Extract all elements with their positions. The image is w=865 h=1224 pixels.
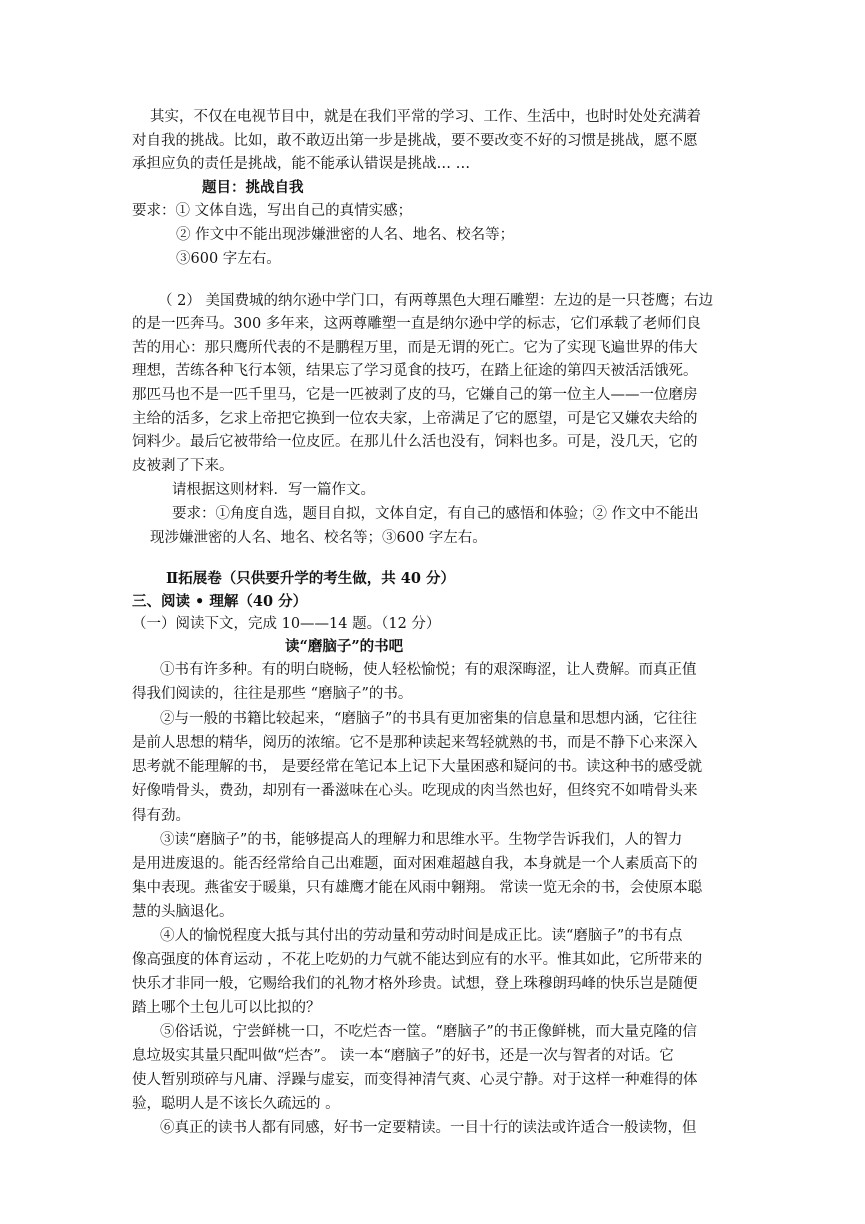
topic-title: 题目：挑战自我 [202, 179, 304, 196]
article-line: ②与一般的书籍比较起来，“磨脑子”的书具有更加密集的信息量和思想内涵，它往往 [160, 711, 697, 727]
intro-line: 其实，不仅在电视节目中，就是在我们平常的学习、工作、生活中，也时时处处充满着 [150, 109, 701, 125]
intro-line: 承担应负的责任是挑战，能不能承认错误是挑战… … [132, 156, 471, 172]
article-line: ⑤俗话说，宁尝鲜桃一口，不吃烂杏一筐。“磨脑子”的书正像鲜桃，而大量克隆的信 [160, 1024, 697, 1040]
article-line: 息垃圾实其量只配叫做“烂杏”。 读一本“磨脑子”的好书，还是一次与智者的对话。它 [132, 1048, 674, 1064]
requirement-line: ③600 字左右。 [176, 251, 281, 267]
article-line: 是用进废退的。能否经常给自己出难题，面对困难超越自我，本身就是一个人素质高下的 [132, 856, 698, 872]
requirement-line: 要求：①角度自选，题目自拟，文体自定，有自己的感悟和体验；② 作文中不能出 [172, 506, 699, 522]
article-line: 好像啃骨头，费劲，却别有一番滋味在心头。吃现成的肉当然也好，但终究不如啃骨头来 [132, 783, 698, 799]
article-line: 集中表现。燕雀安于暖巢，只有雄鹰才能在风雨中翱翔。 常读一览无余的书，会使原本聪 [132, 880, 703, 896]
material-line: 主给的活多，乞求上帝把它换到一位农夫家，上帝满足了它的愿望，可是它又嫌农夫给的 [132, 411, 698, 427]
article-line: 得我们阅读的，往往是那些 “磨脑子”的书。 [132, 686, 413, 702]
material-line: 的是一匹奔马。300 多年来，这两尊雕塑一直是纳尔逊中学的标志，它们承载了老师们良 [132, 316, 701, 332]
section-ii-title: Ⅱ拓展卷（只供要升学的考生做，共 40 分） [166, 570, 455, 587]
article-title: 读“磨脑子”的书吧 [285, 638, 404, 655]
article-line: ③读“磨脑子”的书，能够提高人的理解力和思维水平。生物学告诉我们，人的智力 [160, 832, 683, 848]
instruction-line: 请根据这则材料．写一篇作文。 [172, 482, 375, 498]
material-line: 苦的用心：那只鹰所代表的不是鹏程万里，而是无谓的死亡。它为了实现飞遍世界的伟大 [132, 340, 698, 356]
material-line: （ 2） 美国费城的纳尔逊中学门口，有两尊黑色大理石雕塑：左边的是一只苍鹰；右边 [158, 293, 713, 309]
article-line: ④人的愉悦程度大抵与其付出的劳动量和劳动时间是成正比。读“磨脑子”的书有点 [160, 928, 683, 944]
intro-line: 对自我的挑战。比如，敢不敢迈出第一步是挑战，要不要改变不好的习惯是挑战，愿不愿 [132, 133, 698, 149]
material-line: 饲料少。最后它被带给一位皮匠。在那儿什么活也没有，饲料也多。可是，没几天，它的 [132, 434, 698, 450]
requirement-line: 现涉嫌泄密的人名、地名、校名等；③600 字左右。 [150, 530, 487, 546]
article-line: 是前人思想的精华，阅历的浓缩。它不是那种读起来驾轻就熟的书，而是不静下心来深入 [132, 735, 698, 751]
article-line: ⑥真正的读书人都有同感，好书一定要精读。一目十行的读法或许适合一般读物，但 [160, 1120, 697, 1136]
requirement-line: 要求：① 文体自选，写出自己的真情实感； [132, 203, 413, 219]
section-three-title: 三、阅读 • 理解（40 分） [132, 593, 308, 610]
article-line: 像高强度的体育运动 ，不花上吃奶的力气就不能达到应有的水平。惟其如此，它所带来的 [132, 952, 703, 968]
article-line: 快乐才非同一般，它赐给我们的礼物才格外珍贵。试想，登上珠穆朗玛峰的快乐岂是随便 [132, 976, 698, 992]
material-line: 皮被剥了下来。 [132, 458, 234, 474]
article-line: 得有劲。 [132, 808, 190, 824]
article-line: ①书有许多种。有的明白晓畅，使人轻松愉悦；有的艰深晦涩，让人费解。而真正值 [160, 662, 697, 678]
article-line: 慧的头脑退化。 [132, 904, 234, 920]
article-line: 思考就不能理解的书， 是要经常在笔记本上记下大量困惑和疑问的书。读这种书的感受就 [132, 759, 703, 775]
article-line: 验，聪明人是不该长久疏远的 。 [132, 1096, 340, 1112]
material-line: 那匹马也不是一匹千里马，它是一匹被剥了皮的马，它嫌自己的第一位主人——一位磨房 [132, 387, 698, 403]
article-line: 踏上哪个土包儿可以比拟的？ [132, 1000, 321, 1016]
article-line: 使人暂别琐碎与凡庸、浮躁与虚妄，而变得神清气爽、心灵宁静。对于这样一种难得的体 [132, 1072, 698, 1088]
part-one-instruction: （一）阅读下文，完成 10——14 题。（12 分） [132, 616, 441, 632]
requirement-line: ② 作文中不能出现涉嫌泄密的人名、地名、校名等； [176, 227, 515, 243]
material-line: 理想，苦练各种飞行本领，结果忘了学习觅食的技巧，在踏上征途的第四天被活活饿死。 [132, 363, 698, 379]
